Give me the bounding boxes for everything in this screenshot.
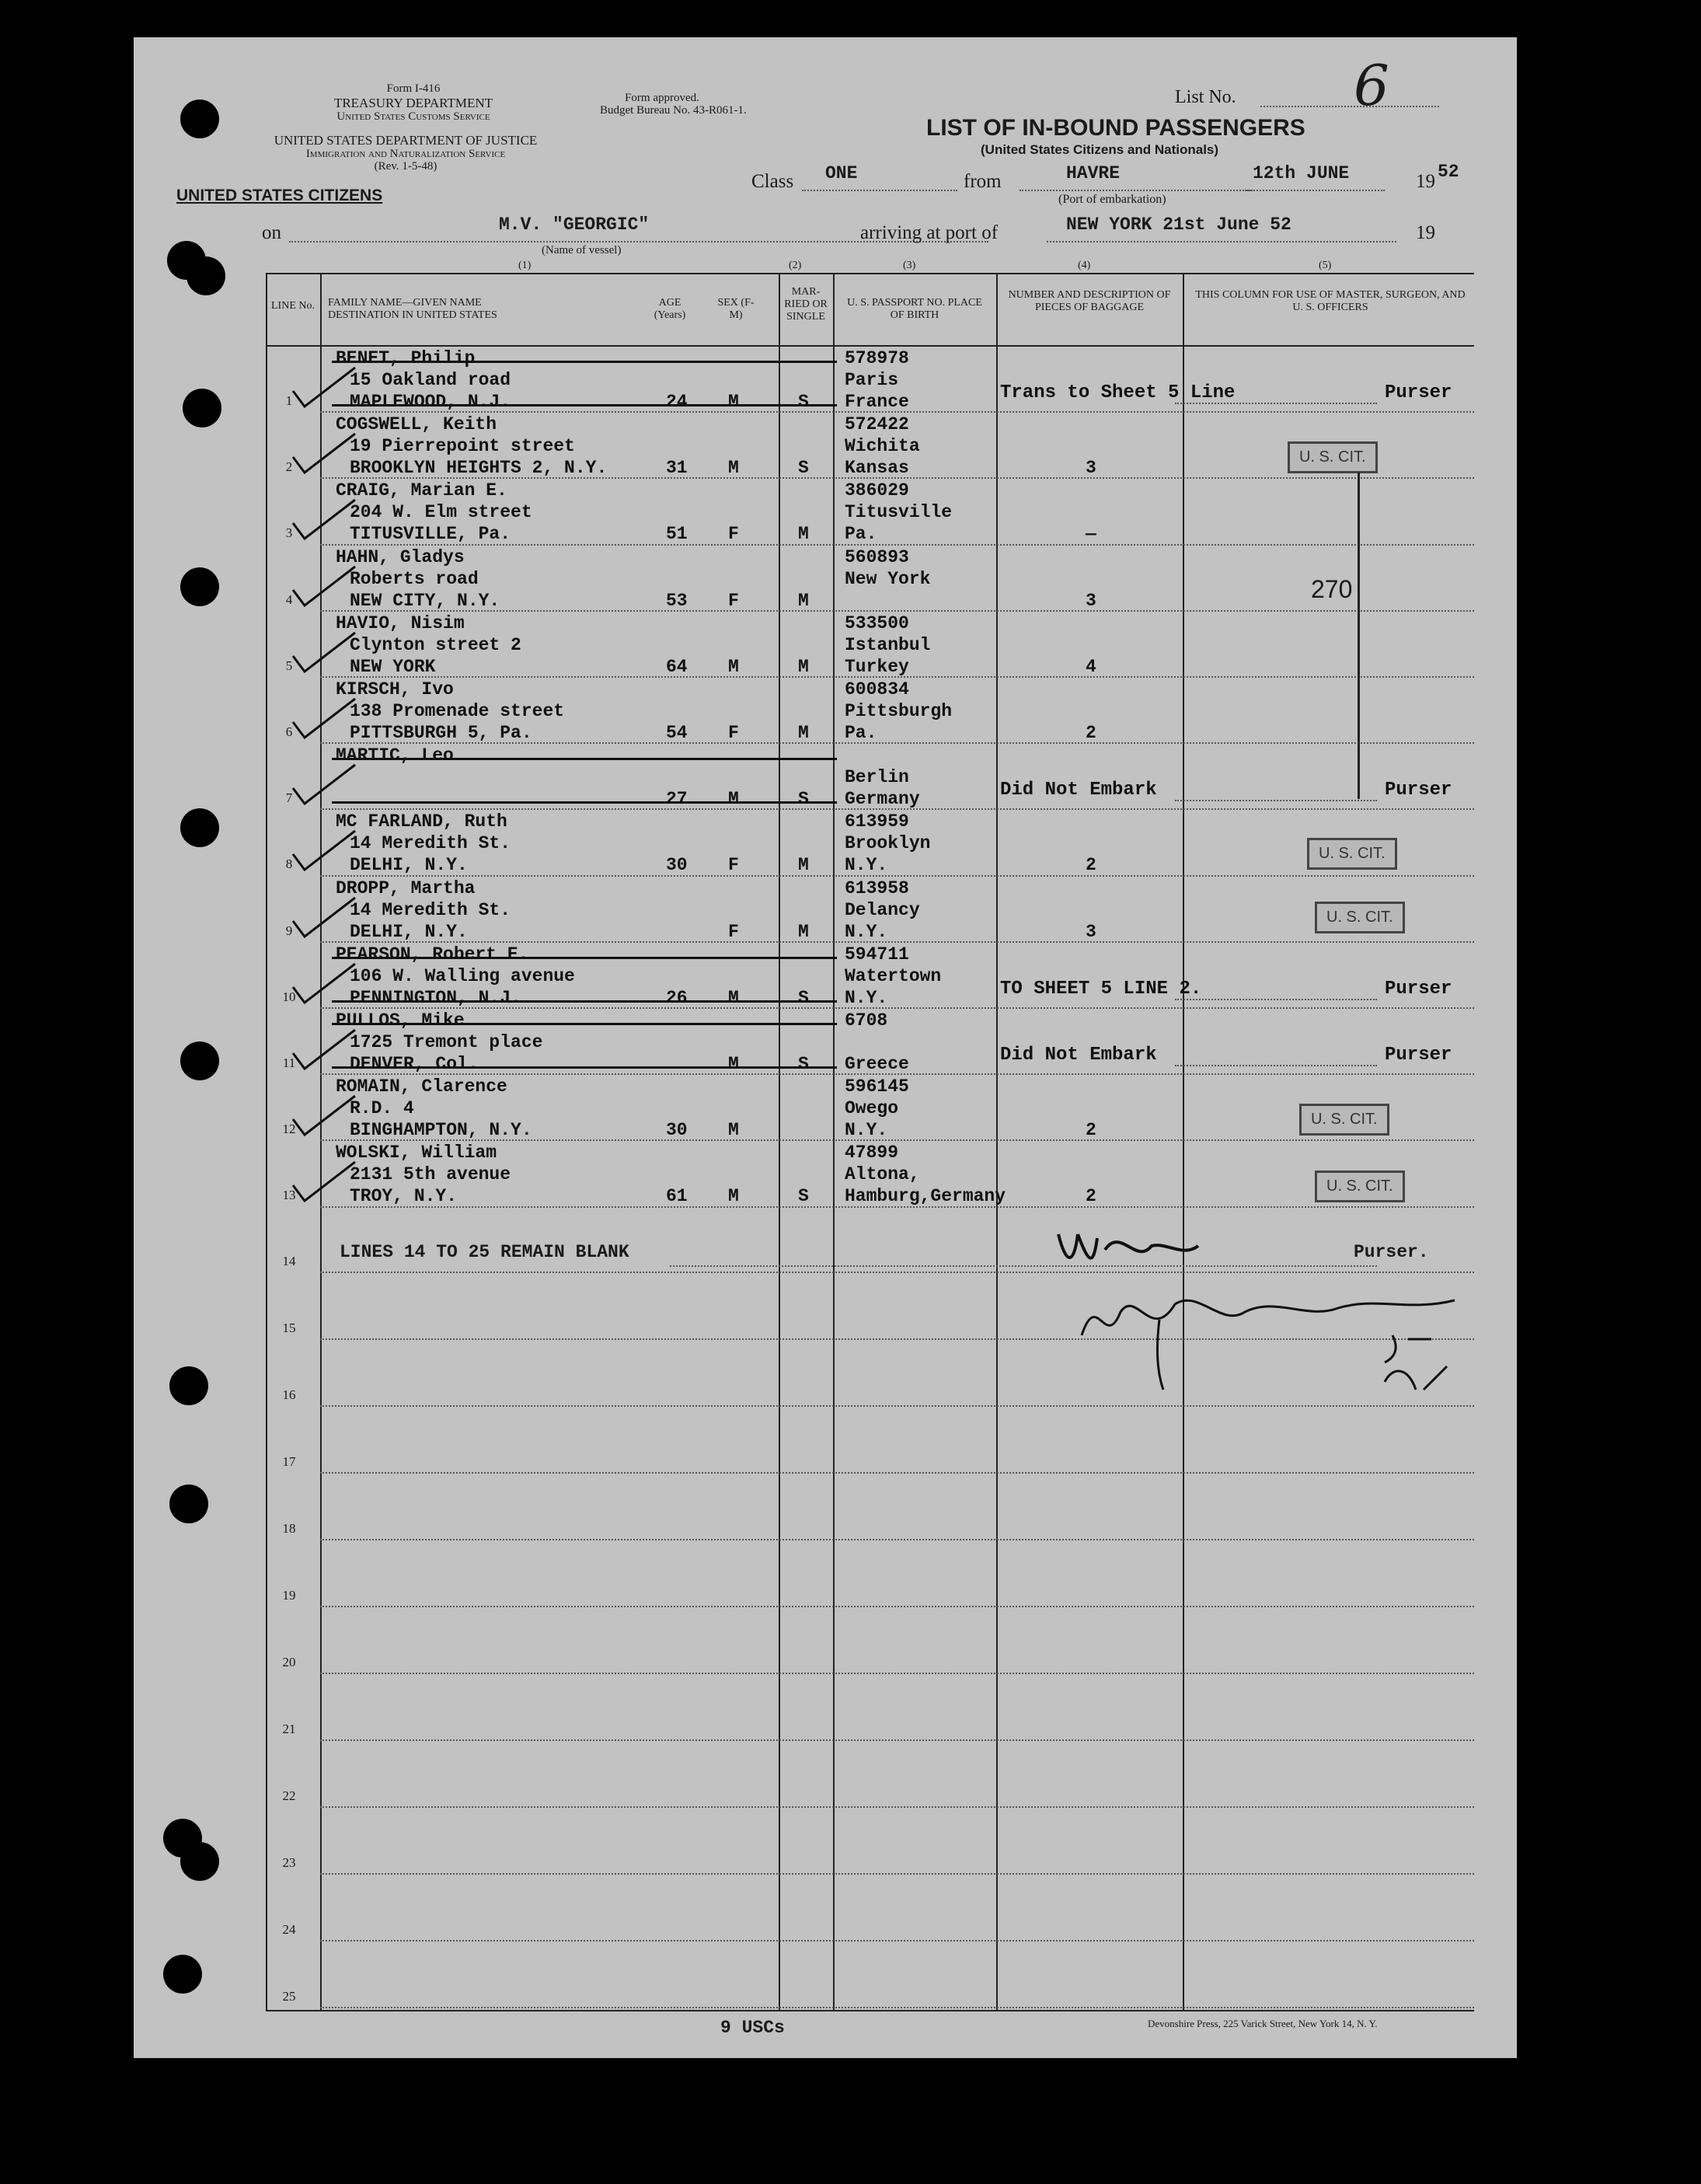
check-mark-icon bbox=[289, 960, 359, 1007]
from-label: from bbox=[964, 171, 1002, 192]
birth-country: N.Y. bbox=[845, 855, 888, 876]
binder-hole bbox=[169, 1484, 208, 1523]
line-number: 14 bbox=[282, 1254, 296, 1268]
vessel-name-label: (Name of vessel) bbox=[542, 244, 622, 256]
line-number: 11 bbox=[282, 1055, 296, 1070]
treasury-department: TREASURY DEPARTMENT bbox=[333, 96, 493, 110]
passport-number: 613958 bbox=[845, 877, 909, 898]
port-of-embarkation-label: (Port of embarkation) bbox=[1058, 193, 1166, 206]
line-number: 1 bbox=[285, 393, 293, 408]
birth-place: Wichita bbox=[845, 436, 920, 457]
birth-country: Pa. bbox=[845, 723, 877, 743]
birth-country: Germany bbox=[845, 789, 920, 810]
col-header-sex: SEX (F-M) bbox=[717, 297, 755, 321]
passenger-address: 2131 5th avenue bbox=[350, 1164, 511, 1185]
line-number: 5 bbox=[285, 658, 293, 673]
passenger-age: 53 bbox=[666, 590, 688, 611]
binder-hole bbox=[186, 256, 225, 295]
passenger-name: MARTIC, Leo bbox=[336, 745, 454, 766]
passenger-marital: S bbox=[798, 987, 809, 1008]
line-number: 23 bbox=[282, 1855, 296, 1870]
strike-through bbox=[332, 404, 837, 406]
strike-through bbox=[332, 361, 837, 363]
col-num-3: (3) bbox=[903, 260, 916, 271]
passenger-destination: DELHI, N.Y. bbox=[350, 921, 468, 942]
passenger-marital: M bbox=[798, 723, 809, 743]
remain-blank-text: LINES 14 TO 25 REMAIN BLANK bbox=[340, 1242, 629, 1262]
check-mark-icon bbox=[289, 496, 359, 543]
passenger-marital: S bbox=[798, 1054, 809, 1074]
passenger-destination: BROOKLYN HEIGHTS 2, N.Y. bbox=[350, 458, 608, 479]
row-annotation: Trans to Sheet 5 Line bbox=[1000, 382, 1236, 403]
passenger-address: 14 Meredith St. bbox=[350, 833, 511, 854]
check-mark-icon bbox=[289, 563, 359, 609]
arrival-port-value: NEW YORK 21st June 52 bbox=[1066, 215, 1291, 235]
passenger-destination: PITTSBURGH 5, Pa. bbox=[350, 723, 532, 743]
check-mark-icon bbox=[289, 364, 359, 410]
passenger-address: 15 Oakland road bbox=[350, 370, 511, 390]
line-number: 18 bbox=[282, 1521, 296, 1536]
col-header-destination: DESTINATION IN UNITED STATES bbox=[328, 309, 497, 321]
passenger-marital: M bbox=[798, 656, 809, 677]
passenger-address: 106 W. Walling avenue bbox=[350, 965, 575, 986]
col-num-2: (2) bbox=[789, 260, 802, 271]
passenger-destination: DENVER, Col. bbox=[350, 1054, 479, 1074]
birth-country: Hamburg,Germany bbox=[845, 1186, 1006, 1207]
passport-number: 596145 bbox=[845, 1076, 909, 1097]
passenger-marital: S bbox=[798, 458, 809, 479]
col-header-married: MAR- RIED OR SINGLE bbox=[784, 286, 828, 323]
passenger-destination: NEW CITY, N.Y. bbox=[350, 590, 500, 611]
us-cit-stamp: U. S. CIT. bbox=[1307, 838, 1397, 870]
check-mark-icon bbox=[289, 430, 359, 476]
immigration-service: Immigration and Naturalization Service bbox=[305, 148, 506, 160]
passenger-name: COGSWELL, Keith bbox=[336, 414, 497, 435]
birth-place: Delancy bbox=[845, 899, 920, 920]
binder-hole bbox=[180, 1842, 219, 1881]
passport-number: 578978 bbox=[845, 348, 909, 368]
passenger-sex: F bbox=[728, 590, 739, 611]
passenger-destination: PENNINGTON, N.J. bbox=[350, 987, 521, 1008]
row-remark: Purser bbox=[1385, 382, 1452, 403]
col-header-passport: U. S. PASSPORT NO. PLACE OF BIRTH bbox=[847, 297, 982, 321]
line-number: 8 bbox=[285, 857, 293, 872]
passenger-marital: M bbox=[798, 524, 809, 545]
vessel-name-value: M.V. "GEORGIC" bbox=[499, 215, 650, 235]
baggage-count: 2 bbox=[1086, 1186, 1096, 1207]
birth-place: Watertown bbox=[845, 965, 942, 986]
check-mark-icon bbox=[289, 1092, 359, 1139]
passenger-sex: M bbox=[728, 987, 739, 1008]
passport-number: 600834 bbox=[845, 679, 909, 700]
passenger-marital: S bbox=[798, 1186, 809, 1207]
passenger-name: ROMAIN, Clarence bbox=[336, 1076, 507, 1097]
col-header-baggage: NUMBER AND DESCRIPTION OF PIECES OF BAGGAGE bbox=[1008, 289, 1171, 313]
form-number: Form I-416 bbox=[386, 82, 441, 95]
line-number: 25 bbox=[282, 1989, 296, 2004]
col-num-5: (5) bbox=[1319, 260, 1332, 271]
line-number: 19 bbox=[282, 1588, 296, 1603]
embarkation-date-value: 12th JUNE bbox=[1253, 163, 1350, 183]
binder-hole bbox=[169, 1366, 208, 1405]
purser-signature bbox=[1051, 1219, 1206, 1273]
passport-number: 6708 bbox=[845, 1010, 888, 1031]
passenger-marital: S bbox=[798, 789, 809, 810]
inspector-signature bbox=[1066, 1273, 1494, 1429]
passenger-sex: M bbox=[728, 1054, 739, 1074]
birth-place: Owego bbox=[845, 1098, 899, 1119]
passenger-name: CRAIG, Marian E. bbox=[336, 480, 507, 501]
passenger-sex: F bbox=[728, 855, 739, 876]
line-number: 13 bbox=[282, 1188, 296, 1203]
birth-place: Altona, bbox=[845, 1164, 920, 1185]
passenger-name: DROPP, Martha bbox=[336, 877, 476, 898]
birth-country: Turkey bbox=[845, 656, 909, 677]
form-title: LIST OF IN-BOUND PASSENGERS bbox=[926, 115, 1305, 141]
passenger-name: MC FARLAND, Ruth bbox=[336, 811, 507, 832]
passenger-age: 27 bbox=[666, 789, 688, 810]
passenger-address: 19 Pierrepoint street bbox=[350, 436, 575, 457]
passenger-destination: TROY, N.Y. bbox=[350, 1186, 458, 1207]
passenger-address: 14 Meredith St. bbox=[350, 899, 511, 920]
remain-blank-remark: Purser. bbox=[1354, 1242, 1429, 1262]
passenger-marital: M bbox=[798, 921, 809, 942]
passenger-sex: M bbox=[728, 1186, 739, 1207]
strike-through bbox=[332, 1023, 837, 1025]
birth-country: Greece bbox=[845, 1054, 909, 1074]
us-cit-stamp: U. S. CIT. bbox=[1315, 902, 1405, 933]
passenger-sex: F bbox=[728, 921, 739, 942]
passenger-name: KIRSCH, Ivo bbox=[336, 679, 454, 700]
passenger-sex: F bbox=[728, 723, 739, 743]
passenger-sex: M bbox=[728, 392, 739, 412]
passport-number: 47899 bbox=[845, 1143, 899, 1164]
col-header-name: FAMILY NAME—GIVEN NAME bbox=[328, 297, 482, 309]
class-label: Class bbox=[751, 171, 794, 192]
passenger-destination: MAPLEWOOD, N.J. bbox=[350, 392, 511, 412]
passenger-destination: BINGHAMPTON, N.Y. bbox=[350, 1120, 532, 1141]
passenger-sex: F bbox=[728, 524, 739, 545]
passenger-marital: S bbox=[798, 392, 809, 412]
col-header-line-no: LINE No. bbox=[271, 300, 315, 312]
birth-country: France bbox=[845, 392, 909, 412]
passport-number: 572422 bbox=[845, 414, 909, 435]
passenger-name: WOLSKI, William bbox=[336, 1143, 497, 1164]
line-number: 12 bbox=[282, 1122, 296, 1137]
printer-credit: Devonshire Press, 225 Varick Street, New York 14, N. Y. bbox=[1148, 2018, 1378, 2029]
passenger-age: 24 bbox=[666, 392, 688, 412]
line-number: 6 bbox=[285, 724, 293, 739]
footer-total: 9 USCs bbox=[720, 2018, 785, 2038]
passport-number: 533500 bbox=[845, 612, 909, 633]
row-remark: Purser bbox=[1385, 1045, 1452, 1066]
birth-place: Pittsburgh bbox=[845, 701, 953, 721]
line-number: 2 bbox=[285, 459, 293, 475]
passenger-sex: M bbox=[728, 458, 739, 479]
birth-place: Titusville bbox=[845, 502, 953, 523]
passport-number: 386029 bbox=[845, 480, 909, 501]
col-header-officers: THIS COLUMN FOR USE OF MASTER, SURGEON, AND U. S. OFFICERS bbox=[1195, 289, 1466, 313]
us-cit-stamp: U. S. CIT. bbox=[1315, 1170, 1405, 1202]
baggage-count: 3 bbox=[1086, 590, 1096, 611]
passenger-sex: M bbox=[728, 656, 739, 677]
line-number: 16 bbox=[282, 1387, 296, 1402]
line-number: 24 bbox=[282, 1922, 296, 1937]
check-mark-icon bbox=[289, 827, 359, 874]
passenger-address: R.D. 4 bbox=[350, 1098, 414, 1119]
strike-through bbox=[332, 758, 837, 760]
row-annotation: Did Not Embark bbox=[1000, 1045, 1157, 1066]
baggage-count: 3 bbox=[1086, 458, 1096, 479]
form-approved: Form approved. bbox=[625, 92, 699, 104]
check-mark-icon bbox=[289, 695, 359, 741]
form-subtitle: (United States Citizens and Nationals) bbox=[981, 142, 1219, 157]
row-remark: Purser bbox=[1385, 978, 1452, 1000]
line-number: 10 bbox=[282, 989, 296, 1004]
arriving-label: arriving at port of bbox=[860, 222, 999, 243]
passenger-age: 54 bbox=[666, 723, 688, 743]
birth-country: N.Y. bbox=[845, 921, 888, 942]
passenger-name: PEARSON, Robert E. bbox=[336, 944, 529, 965]
passport-number: 560893 bbox=[845, 546, 909, 567]
passport-number: 613959 bbox=[845, 811, 909, 832]
check-mark-icon bbox=[289, 629, 359, 675]
line-number: 17 bbox=[282, 1454, 296, 1469]
line-number: 9 bbox=[285, 923, 293, 938]
binder-hole bbox=[180, 567, 219, 606]
birth-place: Istanbul bbox=[845, 634, 931, 655]
baggage-count: 3 bbox=[1086, 921, 1096, 942]
line-number: 3 bbox=[285, 525, 293, 541]
check-mark-icon bbox=[289, 761, 359, 808]
line-number: 22 bbox=[282, 1788, 296, 1803]
passenger-address: 138 Promenade street bbox=[350, 701, 565, 721]
birth-country: N.Y. bbox=[845, 1120, 888, 1141]
passenger-destination: TITUSVILLE, Pa. bbox=[350, 524, 511, 545]
passenger-marital: M bbox=[798, 590, 809, 611]
passenger-address: 204 W. Elm street bbox=[350, 502, 532, 523]
line-number: 15 bbox=[282, 1321, 296, 1335]
passenger-sex: M bbox=[728, 789, 739, 810]
baggage-count: 4 bbox=[1086, 656, 1096, 677]
line-number: 4 bbox=[285, 591, 293, 607]
list-no-value: 6 bbox=[1354, 53, 1389, 118]
check-mark-icon bbox=[289, 1158, 359, 1205]
strike-through bbox=[332, 1066, 837, 1069]
embarkation-port-value: HAVRE bbox=[1066, 163, 1121, 183]
line-number: 21 bbox=[282, 1722, 296, 1736]
list-no-label: List No. bbox=[1175, 87, 1236, 107]
line-number: 7 bbox=[285, 790, 293, 806]
passenger-name: PULLOS, Mike bbox=[336, 1010, 465, 1031]
binder-hole bbox=[180, 808, 219, 847]
birth-country: Kansas bbox=[845, 458, 909, 479]
on-label: on bbox=[262, 222, 281, 243]
passenger-sex: M bbox=[728, 1120, 739, 1141]
birth-country: Pa. bbox=[845, 524, 877, 545]
passenger-address: 1725 Tremont place bbox=[350, 1032, 543, 1052]
row-annotation: TO SHEET 5 LINE 2. bbox=[1000, 978, 1202, 1000]
class-value: ONE bbox=[825, 163, 858, 183]
passenger-name: HAHN, Gladys bbox=[336, 546, 465, 567]
strike-through bbox=[332, 957, 837, 959]
passport-number: 594711 bbox=[845, 944, 909, 965]
passenger-destination: DELHI, N.Y. bbox=[350, 855, 468, 876]
strike-through bbox=[332, 801, 837, 804]
birth-place: New York bbox=[845, 568, 931, 589]
check-mark-icon bbox=[289, 1026, 359, 1073]
binder-hole bbox=[180, 1041, 219, 1080]
baggage-count: 2 bbox=[1086, 723, 1096, 743]
year-prefix: 19 bbox=[1416, 171, 1435, 192]
birth-place: Paris bbox=[845, 370, 899, 390]
binder-hole bbox=[180, 99, 219, 138]
department-of-justice: UNITED STATES DEPARTMENT OF JUSTICE bbox=[274, 133, 538, 148]
baggage-count: — bbox=[1086, 524, 1096, 545]
revision-date: (Rev. 1-5-48) bbox=[374, 160, 437, 173]
check-mark-icon bbox=[289, 894, 359, 940]
us-cit-stamp: U. S. CIT. bbox=[1299, 1104, 1389, 1136]
passenger-age: 30 bbox=[666, 1120, 688, 1141]
baggage-count: 2 bbox=[1086, 1120, 1096, 1141]
baggage-count: 2 bbox=[1086, 855, 1096, 876]
row-remark: Purser bbox=[1385, 780, 1452, 801]
line-number: 20 bbox=[282, 1655, 296, 1669]
row-annotation: Did Not Embark bbox=[1000, 780, 1157, 801]
passenger-age: 30 bbox=[666, 855, 688, 876]
passenger-address: Roberts road bbox=[350, 568, 479, 589]
year-value: 52 bbox=[1438, 162, 1459, 182]
arrival-year-prefix: 19 bbox=[1416, 222, 1435, 243]
binder-hole bbox=[183, 389, 221, 427]
passenger-list-sheet bbox=[134, 37, 1517, 2058]
col-num-4: (4) bbox=[1078, 260, 1091, 271]
birth-place: Berlin bbox=[845, 767, 909, 788]
col-num-1: (1) bbox=[518, 260, 532, 271]
birth-country: N.Y. bbox=[845, 987, 888, 1008]
budget-bureau: Budget Bureau No. 43-R061-1. bbox=[600, 104, 747, 117]
passenger-name: BENET, Philip bbox=[336, 348, 476, 368]
passenger-name: HAVIO, Nisim bbox=[336, 612, 465, 633]
birth-place: Brooklyn bbox=[845, 833, 931, 854]
count-270: 270 bbox=[1311, 575, 1353, 603]
col-header-age: AGE (Years) bbox=[654, 297, 686, 321]
passenger-marital: M bbox=[798, 855, 809, 876]
passenger-age: 61 bbox=[666, 1186, 688, 1207]
strike-through bbox=[332, 1000, 837, 1003]
us-citizens-label: UNITED STATES CITIZENS bbox=[176, 187, 383, 204]
binder-hole bbox=[163, 1955, 202, 1994]
passenger-age: 26 bbox=[666, 987, 688, 1008]
passenger-destination: NEW YORK bbox=[350, 656, 436, 677]
passenger-age: 31 bbox=[666, 458, 688, 479]
customs-service: United States Customs Service bbox=[336, 110, 490, 123]
us-cit-stamp: U. S. CIT. bbox=[1288, 441, 1378, 473]
passenger-age: 51 bbox=[666, 524, 688, 545]
passenger-address: Clynton street 2 bbox=[350, 634, 521, 655]
passenger-age: 64 bbox=[666, 656, 688, 677]
